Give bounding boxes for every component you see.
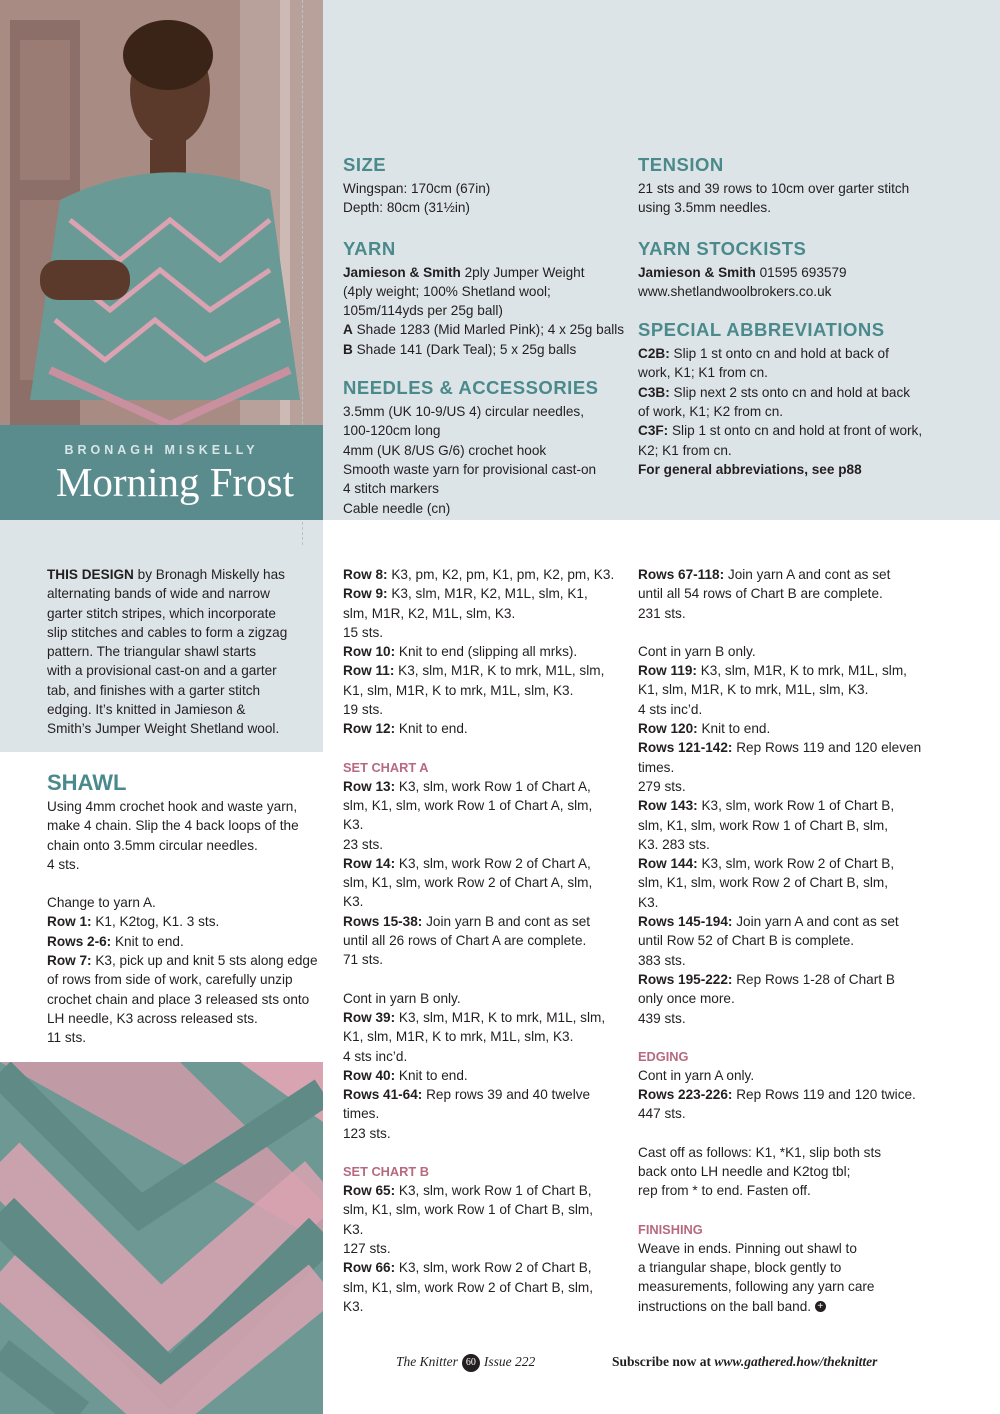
row-instruction: Rows 195-222: Rep Rows 1-28 of Chart B	[638, 971, 895, 987]
row-instruction: Row 14: K3, slm, work Row 2 of Chart A,	[343, 855, 591, 871]
row-instruction: Row 119: K3, slm, M1R, K to mrk, M1L, slm,	[638, 663, 907, 679]
needles-line: 100-120cm long	[343, 423, 441, 439]
row-instruction: Rows 67-118: Join yarn A and cont as set	[638, 567, 891, 582]
size-line: Wingspan: 170cm (67in)	[343, 181, 491, 196]
row-instruction: Row 120: Knit to end.	[638, 721, 771, 737]
row-instruction: Rows 2-6: Knit to end.	[47, 933, 184, 949]
yarn-line: (4ply weight; 100% Shetland wool;	[343, 283, 551, 299]
footer-magazine: The Knitter 60 Issue 222	[396, 1354, 535, 1372]
abbrev-c3f: C3F: Slip 1 st onto cn and hold at front of work,	[638, 423, 923, 439]
row-instruction: Row 40: Knit to end.	[343, 1067, 468, 1083]
row-instruction: Rows 41-64: Rep rows 39 and 40 twelve	[343, 1087, 591, 1103]
end-mark-icon: +	[815, 1301, 826, 1312]
row-instruction: Rows 15-38: Join yarn B and cont as set	[343, 913, 591, 929]
stockist-line: Jamieson & Smith 01595 693579	[638, 264, 847, 280]
abbrev-c2b-cont: work, K1; K1 from cn.	[638, 365, 768, 381]
yarn-line: 105m/114yds per 25g ball)	[343, 303, 503, 319]
pattern-title: Morning Frost	[55, 459, 295, 505]
model-photo	[0, 0, 323, 425]
needles-line: 4 stitch markers	[343, 481, 439, 497]
abbrev-c2b: C2B: Slip 1 st onto cn and hold at back of	[638, 346, 889, 362]
general-abbrev-note: For general abbreviations, see p88	[638, 461, 862, 477]
yarn-shade-a: A Shade 1283 (Mid Marled Pink); 4 x 25g balls	[343, 322, 625, 338]
row-instruction: Row 10: Knit to end (slipping all mrks).	[343, 644, 578, 660]
needles-line: 4mm (UK 8/US G/6) crochet hook	[343, 442, 547, 458]
row-instruction: Row 12: Knit to end.	[343, 721, 468, 737]
row-instruction: Row 66: K3, slm, work Row 2 of Chart B,	[343, 1260, 592, 1276]
model-photo-illustration	[0, 0, 323, 425]
row-instruction: Row 13: K3, slm, work Row 1 of Chart A,	[343, 778, 591, 794]
tension-line: using 3.5mm needles.	[638, 200, 771, 216]
needles-heading: NEEDLES & ACCESSORIES	[343, 377, 599, 399]
row-instruction: Row 143: K3, slm, work Row 1 of Chart B,	[638, 798, 895, 814]
designer-byline: BRONAGH MISKELLY	[64, 443, 259, 457]
yarn-shade-b: B Shade 141 (Dark Teal); 5 x 25g balls	[343, 341, 577, 357]
needles-line: 3.5mm (UK 10-9/US 4) circular needles,	[343, 404, 584, 420]
row-instruction: Row 144: K3, slm, work Row 2 of Chart B,	[638, 856, 895, 872]
row-instruction: Row 8: K3, pm, K2, pm, K1, pm, K2, pm, K3.	[343, 567, 615, 582]
row-instruction: Row 9: K3, slm, M1R, K2, M1L, slm, K1,	[343, 586, 588, 602]
set-chart-a-heading: SET CHART A	[343, 759, 429, 775]
needles-line: Cable needle (cn)	[343, 500, 451, 516]
row-instruction: Rows 223-226: Rep Rows 119 and 120 twice.	[638, 1087, 916, 1103]
row-instruction: Rows 121-142: Rep Rows 119 and 120 eleven	[638, 740, 922, 756]
row-instruction: Row 1: K1, K2tog, K1. 3 sts.	[47, 914, 220, 930]
instructions-column-3: Rows 67-118: Join yarn A and cont as set until all 54 rows of Chart B are complete. 231 sts. Cont in yarn B only. Row 119: K3, slm, M1R, K to mrk, M1L, slm, K1, slm, M1R, K to mrk, M1L, slm, K3. 4 sts inc’d. Row 120: Knit to end. Rows 121-142: Rep Rows 119 and 120 eleven times. 279 sts. Row 143: K3, slm, work Row 1 of Chart B, slm, K1, slm, work Row 1 of Chart B, slm, K3. 283 sts. Row 144: K3, slm, work Row 2 of Chart B, slm, K1, slm, work Row 2 of Chart B, slm, K3. Rows 145-194: Join yarn A and cont as set until Row 52 of Chart B is complete. 383 sts. Rows 195-222: Rep Rows 1-28 of Chart B only once more. 439 sts. EDGING Cont in yarn A only. Rows 223-226: Rep Rows 119 and 120 twice. 447 sts. Cast off as follows: K1, *K1, slip both sts back onto LH needle and K2tog tbl; rep from * to end. Fasten off. FINISHING Weave in ends. Pinning out shawl to a triangular shape, block gently to measurements, following any yarn care instructions on the ball band. +	[638, 565, 938, 1316]
tension-line: 21 sts and 39 rows to 10cm over garter stitch	[638, 181, 910, 196]
row-instruction: Rows 145-194: Join yarn A and cont as set	[638, 914, 899, 930]
size-heading: SIZE	[343, 154, 387, 175]
row-instruction: Row 39: K3, slm, M1R, K to mrk, M1L, slm,	[343, 1009, 606, 1025]
shawl-section: SHAWL Using 4mm crochet hook and waste yarn, make 4 chain. Slip the 4 back loops of the chain onto 3.5mm circular needles. 4 sts. Change to yarn A. Row 1: K1, K2tog, K1. 3 sts. Rows 2-6: Knit to end. Row 7: K3, pick up and knit 5 sts along edge of rows from side of work, carefully unzip crochet chain and place 3 released sts onto LH needle, K3 across released sts. 11 sts.	[47, 771, 327, 1048]
footer-subscribe: Subscribe now at www.gathered.how/theknitter	[612, 1354, 878, 1369]
abbreviations-heading: SPECIAL ABBREVIATIONS	[638, 319, 885, 341]
tension-heading: TENSION	[638, 154, 724, 175]
abbrev-c3b: C3B: Slip next 2 sts onto cn and hold at back	[638, 384, 911, 400]
yarn-line: Jamieson & Smith 2ply Jumper Weight	[343, 264, 585, 280]
size-line: Depth: 80cm (31½in)	[343, 200, 470, 216]
shawl-detail-illustration	[0, 1062, 323, 1414]
intro-paragraph: THIS DESIGN by Bronagh Miskelly has alternating bands of wide and narrow garter stitch stripes, which incorporate slip stitches and cables to form a zigzag pattern. The triangular shawl starts with a provisional cast-on and a garter tab, and finishes with a garter stitch edging. It’s knitted in Jamieson & Smith’s Jumper Weight Shetland wool.	[47, 567, 288, 737]
specs-right-column	[638, 155, 938, 479]
page-number-badge: 60	[462, 1354, 480, 1372]
stockist-web: www.shetlandwoolbrokers.co.uk	[638, 283, 832, 299]
subscribe-link[interactable]: www.gathered.how/theknitter	[714, 1354, 878, 1369]
row-instruction: Row 65: K3, slm, work Row 1 of Chart B,	[343, 1183, 592, 1199]
stockists-heading: YARN STOCKISTS	[638, 237, 807, 259]
abbrev-c3b-cont: of work, K1; K2 from cn.	[638, 404, 784, 420]
abbrev-c3f-cont: K2; K1 from cn.	[638, 442, 732, 458]
set-chart-b-heading: SET CHART B	[343, 1164, 430, 1180]
row-instruction: Row 11: K3, slm, M1R, K to mrk, M1L, slm,	[343, 663, 605, 679]
shawl-heading: SHAWL	[47, 770, 127, 795]
yarn-heading: YARN	[343, 237, 396, 259]
edging-heading: EDGING	[638, 1048, 689, 1064]
row-instruction: Row 7: K3, pick up and knit 5 sts along edge	[47, 953, 318, 969]
specs-left-column	[343, 155, 633, 518]
shawl-detail-photo	[0, 1062, 323, 1414]
finishing-heading: FINISHING	[638, 1221, 703, 1237]
instructions-column-2: Row 8: K3, pm, K2, pm, K1, pm, K2, pm, K3. Row 9: K3, slm, M1R, K2, M1L, slm, K1, slm, M1R, K2, M1L, slm, K3. 15 sts. Row 10: Knit to end (slipping all mrks). Row 11: K3, slm, M1R, K to mrk, M1L, slm, K1, slm, M1R, K to mrk, M1L, slm, K3. 19 sts. Row 12: Knit to end. SET CHART A Row 13: K3, slm, work Row 1 of Chart A, slm, K1, slm, work Row 1 of Chart A, slm, K3. 23 sts. Row 14: K3, slm, work Row 2 of Chart A, slm, K1, slm, work Row 2 of Chart A, slm, K3. Rows 15-38: Join yarn B and cont as set until all 26 rows of Chart A are complete. 71 sts. Cont in yarn B only. Row 39: K3, slm, M1R, K to mrk, M1L, slm, K1, slm, M1R, K to mrk, M1L, slm, K3. 4 sts inc’d. Row 40: Knit to end. Rows 41-64: Rep rows 39 and 40 twelve times. 123 sts. SET CHART B Row 65: K3, slm, work Row 1 of Chart B, slm, K1, slm, work Row 1 of Chart B, slm, K3. 127 sts. Row 66: K3, slm, work Row 2 of Chart B, slm, K1, slm, work Row 2 of Chart B, slm, K3.	[343, 565, 633, 1316]
needles-line: Smooth waste yarn for provisional cast-on	[343, 461, 597, 477]
